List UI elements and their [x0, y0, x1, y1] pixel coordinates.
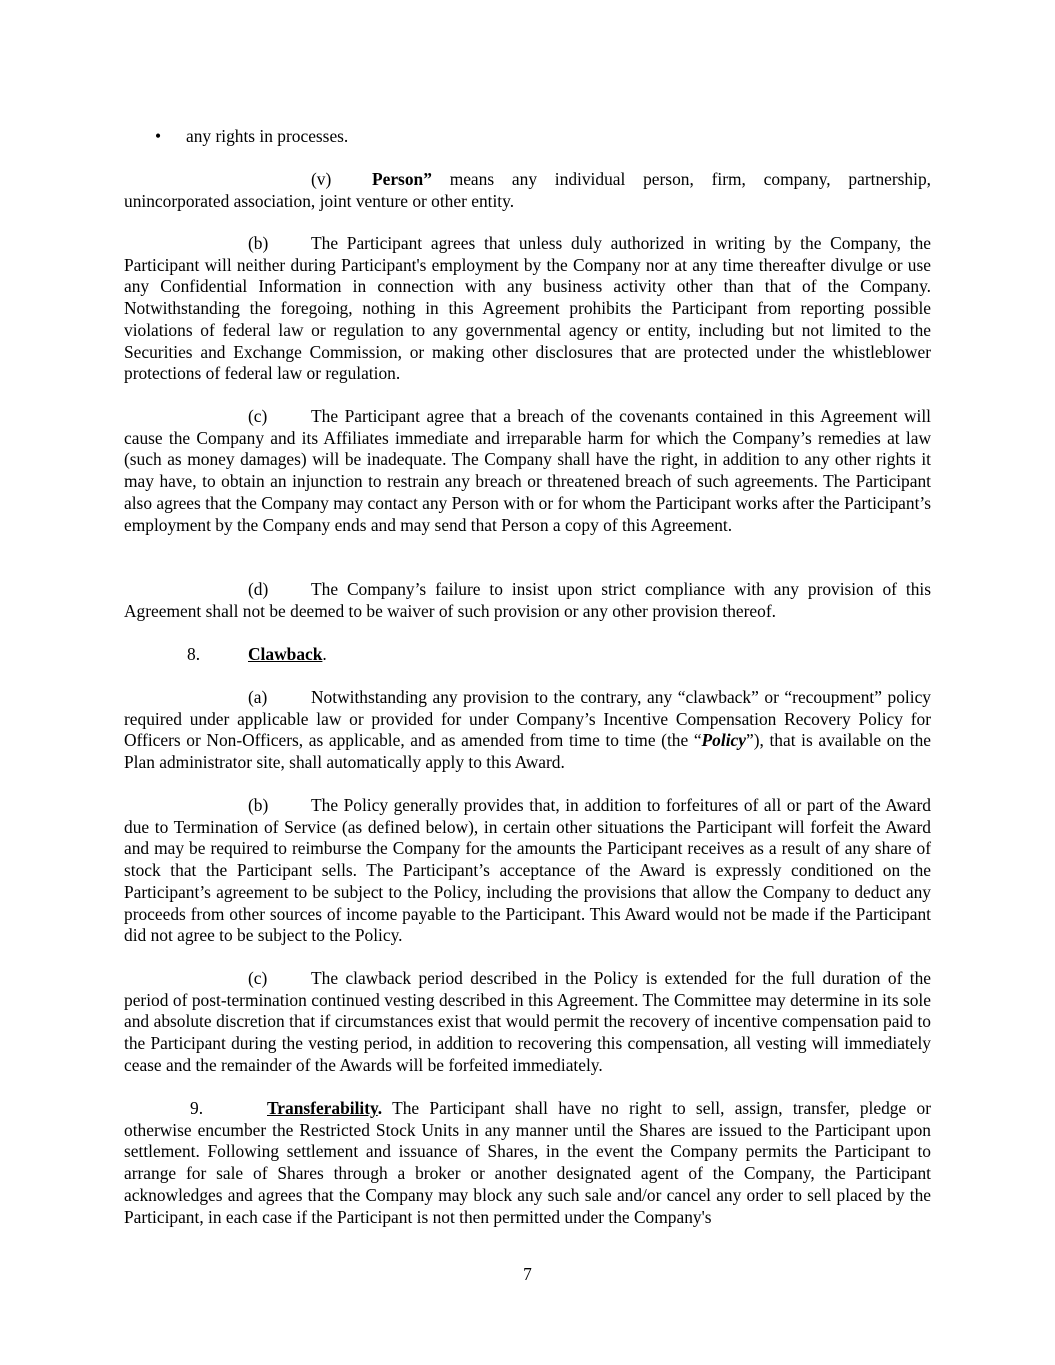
definition-text: means any individual person, firm, company, partnership, unincorporated association, joint venture or other entity. — [124, 169, 931, 211]
paragraph-marker: (d) — [248, 579, 269, 599]
bullet-icon: • — [155, 126, 162, 146]
definition-term: Person” — [372, 169, 432, 189]
section-9 — [124, 1098, 931, 1228]
paragraph-marker: (a) — [248, 687, 268, 707]
section-8-paragraph-c — [124, 968, 931, 1077]
paragraph-text: The Participant agrees that unless duly authorized in writing by the Company, the Participant will neither during Participant's employment by the Company nor at any time thereafter divulge or use any Confidential Information in connection with any business activity other than that of the Company. Notwithstanding the foregoing, nothing in this Agreement prohibits the Participant from reporting possible violations of federal law or regulation to any governmental agency or entity, including but not limited to the Securities and Exchange Commission, or making other disclosures that are protected under the whistleblower protections of federal law or regulation. — [124, 233, 931, 384]
page-number: 7 — [523, 1264, 532, 1284]
paragraph-marker: (c) — [248, 968, 268, 988]
paragraph-text: The clawback period described in the Policy is extended for the full duration of the period of post-termination continued vesting described in this Agreement. The Committee may determine in its sole and absolute discretion that if circumstances exist that would permit the recovery of incentive compensation paid to the Participant during the vesting period, in addition to recovering this compensation, all vesting will immediately cease and the remainder of the Awards will be forfeited immediately. — [124, 968, 931, 1075]
paragraph-marker: (c) — [248, 406, 268, 426]
paragraph-b — [124, 233, 931, 385]
section-title: Transferability — [267, 1098, 378, 1118]
defined-term-policy: Policy — [701, 730, 746, 751]
paragraph-text-before: Notwithstanding any provision to the contrary, any “clawback” or “recoupment” policy required under applicable law or provided for under Company’s Incentive Compensation Recovery Policy for Officers or Non-Officers, as applicable, and as amended from time to time (the “ — [124, 687, 931, 751]
section-8-heading — [187, 644, 327, 666]
paragraph-text-after: ”), that is available on the Plan administrator site, shall automatically apply to this Award. — [124, 730, 932, 773]
paragraph-marker: (b) — [248, 795, 269, 815]
section-title-period: . — [377, 1098, 383, 1118]
paragraph-text: The Company’s failure to insist upon strict compliance with any provision of this Agreement shall not be deemed to be waiver of such provision or any other provision thereof. — [124, 579, 931, 621]
section-8-paragraph-a — [124, 687, 931, 774]
paragraph-text: The Participant agree that a breach of the covenants contained in this Agreement will cause the Company and its Affiliates immediate and irreparable harm for which the Company’s remedies at law (such as money damages) will be inadequate. The Company shall have the right, in addition to any other rights it may have, to obtain an injunction to restrain any breach or threatened breach of such agreements. The Participant also agrees that the Company may contact any Person with or for whom the Participant works after the Participant’s employment by the Company ends and may send that Person a copy of this Agreement. — [124, 406, 931, 535]
paragraph-d — [124, 579, 931, 622]
section-text: The Participant shall have no right to sell, assign, transfer, pledge or otherwise encumber the Restricted Stock Units in any manner until the Shares are issued to the Participant upon settlement. Following settlement and issuance of Shares, in the event the Company permits the Participant to arrange for sale of Shares through a broker or another designated agent of the Company, the Participant acknowledges and agrees that the Company may block any such sale and/or cancel any order to sell placed by the Participant, in each case if the Participant is not then permitted under the Company's — [124, 1098, 931, 1227]
bullet-text: any rights in processes. — [186, 126, 349, 146]
paragraph-text: The Policy generally provides that, in addition to forfeitures of all or part of the Award due to Termination of Service (as defined below), in certain other situations the Participant will forfeit the Award and may be required to reimburse the Company for the amounts the Participant receives as a result of any share of stock that the Participant sells. The Participant’s acceptance of the Award is expressly conditioned on the Participant’s agreement to be subject to the Policy, including the provisions that allow the Company to deduct any proceeds from other sources of income payable to the Participant. This Award would not be made if the Participant did not agree to be subject to the Policy. — [124, 795, 931, 946]
paragraph-marker: (b) — [248, 233, 269, 253]
section-number: 8. — [187, 644, 201, 664]
section-title: Clawback — [248, 644, 323, 664]
bullet-item — [155, 126, 348, 148]
definition-marker: (v) — [311, 169, 332, 189]
section-8-paragraph-b — [124, 795, 931, 947]
paragraph-c — [124, 406, 931, 536]
section-title-period: . — [322, 644, 327, 664]
definition-person — [124, 169, 931, 212]
section-number: 9. — [190, 1098, 204, 1118]
